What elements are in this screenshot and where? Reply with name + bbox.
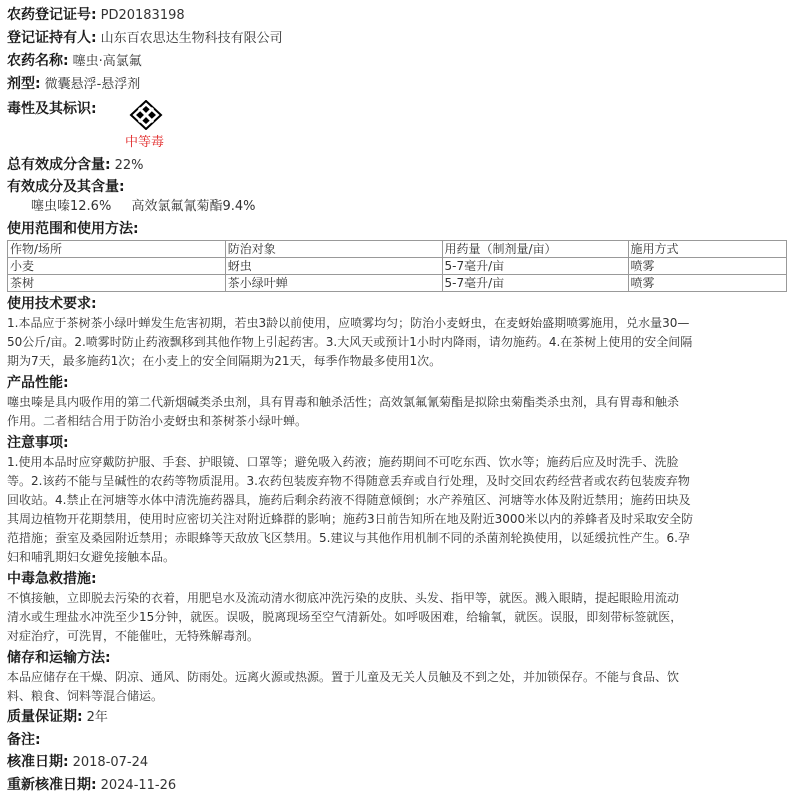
text-line: 妇和哺乳期妇女避免接触本品。 [7, 550, 176, 564]
shelf-value: 2年 [86, 710, 108, 725]
table-cell: 小麦 [8, 258, 226, 275]
reapprove-label: 重新核准日期: [7, 777, 97, 793]
storage-title: 储存和运输方法: [7, 650, 111, 666]
name-label: 农药名称: [7, 53, 69, 69]
form-row [7, 73, 797, 96]
total-label: 总有效成分含量: [7, 157, 111, 173]
total-row [7, 154, 797, 177]
table-cell: 5-7毫升/亩 [442, 275, 628, 292]
reg-no-value: PD20183198 [100, 8, 185, 23]
reg-no-row [7, 4, 797, 27]
text-line: 回收站。4.禁止在河塘等水体中清洗施药器具，施药后剩余药液不得随意倾倒；水产养殖区、河塘等水体及附近禁用；施药田块及 [7, 493, 691, 507]
table-header-cell: 作物/场所 [8, 241, 226, 258]
text-line: 等。2.该药不能与呈碱性的农药等物质混用。3.农药包装废弃物不得随意丢弃或自行处理，及时交回农药经营者或农药包装废弃物 [7, 474, 690, 488]
ingredients-list [7, 197, 797, 217]
shelf-row [7, 706, 797, 729]
text-line: 噻虫嗪是具内吸作用的第二代新烟碱类杀虫剂，具有胃毒和触杀活性；高效氯氟氰菊酯是拟除虫菊酯类杀虫剂，具有胃毒和触杀 [7, 395, 680, 409]
holder-row [7, 27, 797, 50]
toxicity-label: 毒性及其标识: [7, 101, 97, 117]
text-line: 不慎接触，立即脱去污染的衣着，用肥皂水及流动清水彻底冲洗污染的皮肤、头发、指甲等，就医。溅入眼睛，提起眼睑用流动 [7, 591, 680, 605]
form-value: 微囊悬浮-悬浮剂 [44, 77, 141, 92]
tech-title: 使用技术要求: [7, 296, 97, 312]
table-header-cell: 用药量（制剂量/亩） [442, 241, 628, 258]
holder-label: 登记证持有人: [7, 30, 97, 46]
notes-text [7, 453, 787, 567]
text-line: 作用。二者相结合用于防治小麦蚜虫和茶树茶小绿叶蝉。 [7, 414, 308, 428]
table-cell: 喷雾 [628, 258, 787, 275]
table-row [8, 275, 787, 292]
text-line: 1.本品应于茶树茶小绿叶蝉发生危害初期，若虫3龄以前使用，应喷雾均匀；防治小麦蚜虫，在麦蚜始盛期喷雾施用，兑水量30— [7, 316, 690, 330]
reapprove-row [7, 774, 797, 797]
reapprove-value: 2024-11-26 [100, 778, 177, 793]
notes-title: 注意事项: [7, 435, 69, 451]
ingredients-label: 有效成分及其含量: [7, 179, 125, 195]
firstaid-text [7, 589, 787, 646]
text-line: 清水或生理盐水冲洗至少15分钟，就医。误吸，脱离现场至空气清新处。如呼吸困难，给输氧，就医。误服，即刻带标签就医， [7, 610, 683, 624]
toxicity-block [7, 96, 797, 154]
text-line: 范措施；蚕室及桑园附近禁用；赤眼蜂等天敌放飞区禁用。5.建议与其他作用机制不同的杀菌剂轮换使用，以延缓抗性产生。6.孕 [7, 531, 690, 545]
name-row [7, 50, 797, 73]
text-line: 其周边植物开花期禁用，使用时应密切关注对附近蜂群的影响；施药3日前告知所在地及附近3000米以内的养蜂者及时采取安全防 [7, 512, 694, 526]
perf-text [7, 393, 787, 431]
reg-no-label: 农药登记证号: [7, 7, 97, 23]
pesticide-registration-page [7, 0, 797, 797]
remark-row [7, 729, 797, 751]
approve-value: 2018-07-24 [72, 755, 149, 770]
form-label: 剂型: [7, 76, 41, 92]
total-value: 22% [114, 158, 144, 173]
perf-title: 产品性能: [7, 375, 69, 391]
toxicity-value: 中等毒 [125, 135, 165, 150]
usage-title: 使用范围和使用方法: [7, 221, 139, 237]
name-value: 噻虫·高氯氟 [72, 54, 142, 69]
text-line: 1.使用本品时应穿戴防护服、手套、护眼镜、口罩等；避免吸入药液；施药期间不可吃东西、饮水等；施药后应及时洗手、洗脸 [7, 455, 679, 469]
table-row [8, 258, 787, 275]
table-cell: 茶小绿叶蝉 [225, 275, 442, 292]
text-line: 50公斤/亩。2.喷雾时防止药液飘移到其他作物上引起药害。3.大风天或预计1小时内降雨，请勿施药。4.在茶树上使用的安全间隔 [7, 335, 693, 349]
tech-text [7, 314, 787, 371]
text-line: 对症治疗，可洗胃，不能催吐，无特殊解毒剂。 [7, 629, 260, 643]
table-cell: 5-7毫升/亩 [442, 258, 628, 275]
remark-label: 备注: [7, 732, 41, 748]
holder-value: 山东百农思达生物科技有限公司 [100, 31, 283, 46]
table-header-cell: 防治对象 [225, 241, 442, 258]
table-cell: 茶树 [8, 275, 226, 292]
storage-text [7, 668, 787, 706]
toxicity-diamond-icon [129, 100, 163, 130]
table-header-cell: 施用方式 [628, 241, 787, 258]
usage-table [7, 240, 787, 292]
ingredient-item: 噻虫嗪12.6% [31, 199, 112, 214]
approve-row [7, 751, 797, 774]
table-header-row [8, 241, 787, 258]
table-cell: 喷雾 [628, 275, 787, 292]
table-cell: 蚜虫 [225, 258, 442, 275]
firstaid-title: 中毒急救措施: [7, 571, 97, 587]
ingredients-row [7, 177, 797, 197]
approve-label: 核准日期: [7, 754, 69, 770]
text-line: 本品应储存在干燥、阴凉、通风、防雨处。远离火源或热源。置于儿童及无关人员触及不到之处，并加锁保存。不能与食品、饮 [7, 670, 680, 684]
shelf-label: 质量保证期: [7, 709, 83, 725]
text-line: 期为7天，最多施药1次；在小麦上的安全间隔期为21天，每季作物最多使用1次。 [7, 354, 442, 368]
ingredient-item: 高效氯氟氰菊酯9.4% [131, 199, 256, 214]
text-line: 料、粮食、饲料等混合储运。 [7, 689, 164, 703]
